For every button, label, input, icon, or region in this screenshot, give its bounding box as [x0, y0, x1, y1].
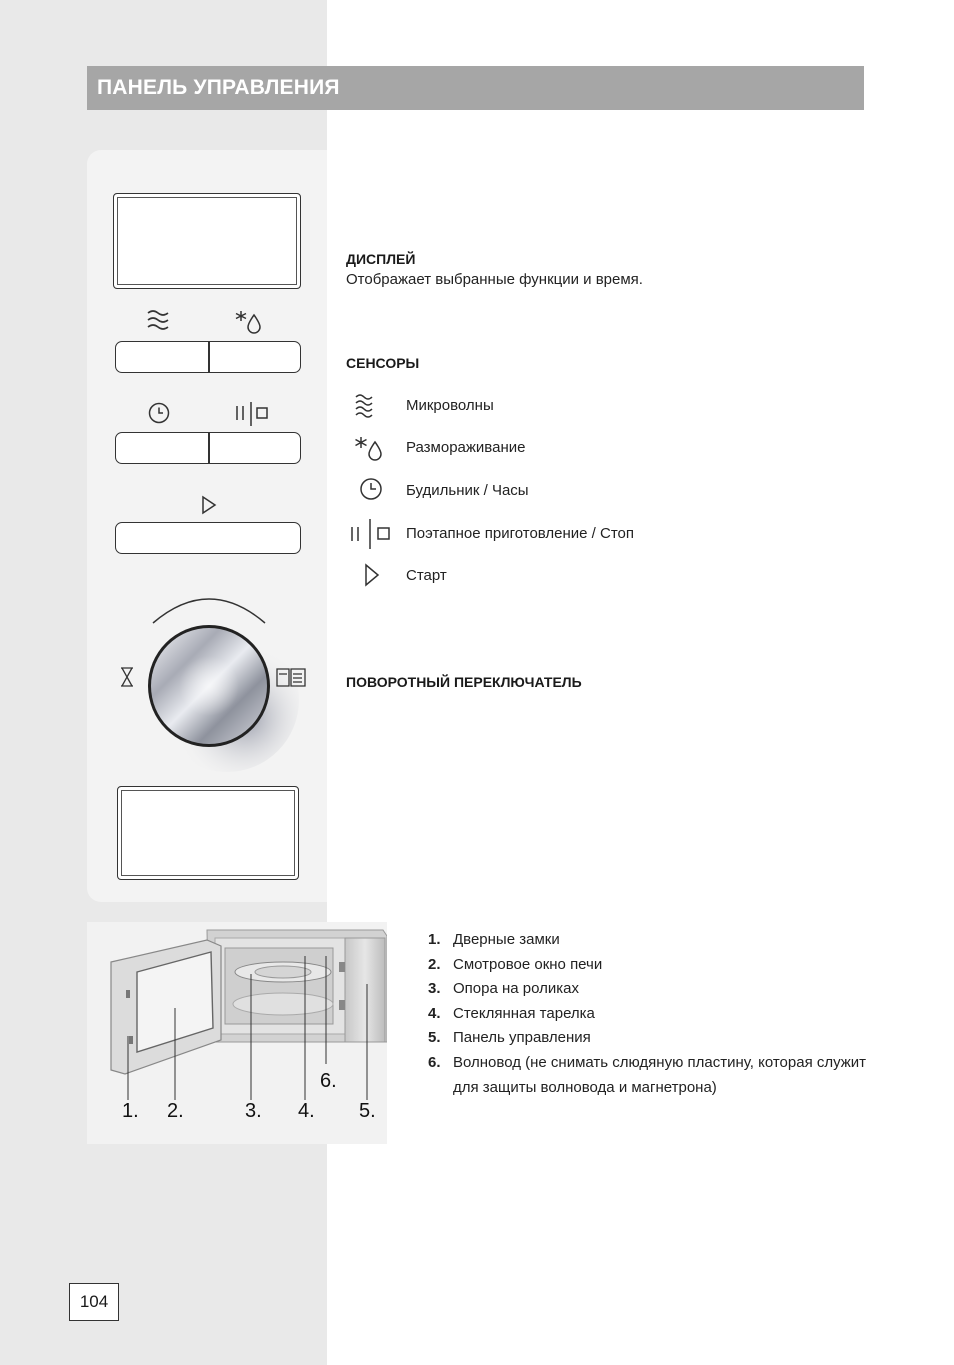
- sensor-label: Микроволны: [406, 397, 494, 414]
- list-item: 4. Стеклянная тарелка: [428, 1004, 595, 1022]
- list-item: 5. Панель управления: [428, 1029, 591, 1047]
- clock-icon: [147, 401, 171, 425]
- defrost-icon: [233, 307, 265, 335]
- sensor-label: Размораживание: [406, 439, 526, 456]
- parts-list: [428, 928, 868, 1100]
- diagram-label-1: 1.: [122, 1100, 139, 1122]
- microwave-waves-icon: [145, 308, 173, 334]
- rotary-knob-title: ПОВОРОТНЫЙ ПЕРЕКЛЮЧАТЕЛЬ: [346, 674, 582, 690]
- diagram-label-6: 6.: [320, 1070, 337, 1092]
- section-header: [87, 66, 864, 110]
- pause-stop-icon: [346, 519, 394, 549]
- sensor-label: Поэтапное приготовление / Стоп: [406, 525, 635, 542]
- list-item: 3. Опора на роликах: [428, 980, 579, 998]
- diagram-label-4: 4.: [298, 1100, 315, 1122]
- sensor-item-start: [346, 561, 746, 591]
- list-item: 1. Дверные замки: [428, 931, 560, 948]
- rotary-knob[interactable]: [117, 590, 312, 775]
- diagram-label-5: 5.: [359, 1100, 376, 1122]
- diagram-label-2: 2.: [167, 1100, 184, 1122]
- defrost-icon: [346, 433, 394, 463]
- diagram-label-3: 3.: [245, 1100, 262, 1122]
- sensor-label: Будильник / Часы: [406, 482, 529, 499]
- pause-stop-icon: [233, 400, 273, 428]
- list-item: 6. Волновод (не снимать слюдяную пластину, которая служит для защиты волновода и магнетрона): [428, 1053, 867, 1096]
- sensor-item-defrost: [346, 433, 746, 463]
- clock-icon: [346, 476, 394, 506]
- sensor-item-microwave: [346, 391, 746, 421]
- microwave-waves-icon: [346, 391, 394, 421]
- sensor-item-stage-stop: [346, 519, 746, 549]
- auto-program-display: [117, 786, 299, 880]
- control-panel-illustration: [87, 150, 327, 902]
- sensors-title: СЕНСОРЫ: [346, 355, 420, 371]
- list-item: 2. Смотровое окно печи: [428, 955, 603, 973]
- start-icon: [346, 561, 394, 591]
- start-button[interactable]: [115, 522, 301, 554]
- display-screen: [113, 193, 301, 289]
- clock-stop-button-pair[interactable]: [115, 432, 301, 464]
- timer-icon: [121, 668, 133, 686]
- microwave-defrost-button-pair[interactable]: [115, 341, 301, 373]
- display-title: ДИСПЛЕЙ: [346, 251, 416, 267]
- page-title: ПАНЕЛЬ УПРАВЛЕНИЯ: [97, 76, 340, 99]
- sensor-item-clock: [346, 476, 746, 506]
- sensor-label: Старт: [406, 567, 447, 584]
- page-number: 104: [69, 1283, 119, 1321]
- start-icon: [201, 495, 217, 515]
- microwave-diagram: [87, 922, 387, 1144]
- display-description: Отображает выбранные функции и время.: [346, 271, 643, 288]
